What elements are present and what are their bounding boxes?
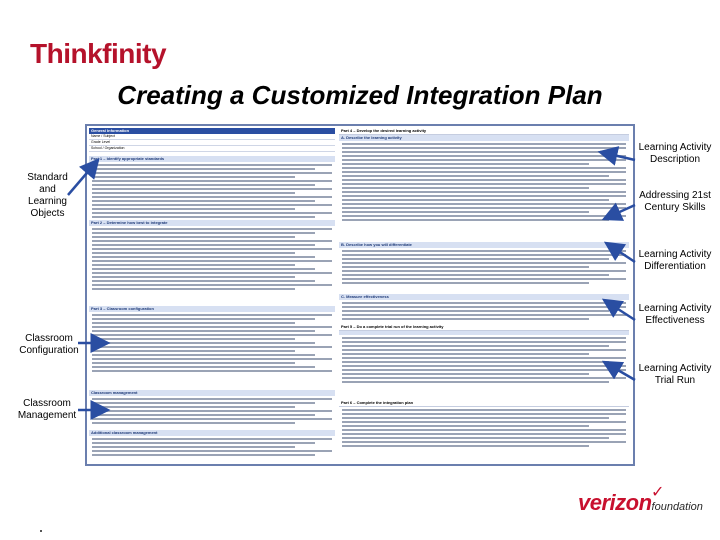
part4-header: Part 4 – Develop the desired learning activity bbox=[339, 128, 629, 135]
brand-sub: foundation bbox=[651, 501, 703, 513]
partA-header: A. Describe the learning activity bbox=[339, 135, 629, 141]
part3b-header: Classroom management bbox=[89, 390, 335, 396]
part4-left-header: Additional classroom management bbox=[89, 430, 335, 436]
part5-header: Part 5 – Do a complete trial run of the learning activity bbox=[339, 324, 629, 331]
arrow-effectiveness bbox=[604, 300, 635, 320]
label-activity-description: Learning Activity Description bbox=[638, 142, 712, 165]
part3-header: Part 3 – Classroom configuration bbox=[89, 306, 335, 312]
arrow-differentiation bbox=[606, 243, 635, 262]
label-classroom-management: Classroom Management bbox=[17, 398, 77, 421]
label-standard-learning-objects: Standard and Learning Objects bbox=[27, 172, 68, 219]
part1-header: Part 1 – Identify appropriate standards bbox=[89, 156, 335, 162]
thinkfinity-logo: Thinkfinity bbox=[30, 38, 167, 69]
arrow-activity-desc bbox=[600, 152, 635, 160]
label-effectiveness: Learning Activity Effectiveness bbox=[638, 303, 712, 326]
partB-header: B. Describe how you will differentiate bbox=[339, 242, 629, 248]
verizon-foundation-logo bbox=[578, 490, 703, 516]
slide-title: Creating a Customized Integration Plan bbox=[117, 80, 603, 110]
partC-header: C. Measure effectiveness bbox=[339, 294, 629, 300]
part2-header: Part 2 – Determine how best to integrate bbox=[89, 220, 335, 226]
general-info-header: General Information bbox=[89, 128, 335, 134]
page-dot bbox=[40, 530, 42, 532]
label-21st-century-skills: Addressing 21st Century Skills bbox=[639, 190, 711, 213]
verizon-check-icon: ✓ bbox=[651, 484, 665, 501]
brand-name: verizon bbox=[578, 490, 652, 515]
general-info-section: General Information Name / Subject Grade Level School / Organization bbox=[89, 128, 335, 152]
label-differentiation: Learning Activity Differentiation bbox=[638, 249, 712, 272]
label-classroom-configuration: Classroom Configuration bbox=[19, 333, 79, 356]
arrow-trial-run bbox=[604, 362, 635, 380]
arrow-21st-century bbox=[604, 205, 635, 219]
label-trial-run: Learning Activity Trial Run bbox=[638, 363, 712, 386]
part6-header: Part 6 – Complete the integration plan bbox=[339, 400, 629, 407]
arrow-standard bbox=[68, 160, 98, 195]
